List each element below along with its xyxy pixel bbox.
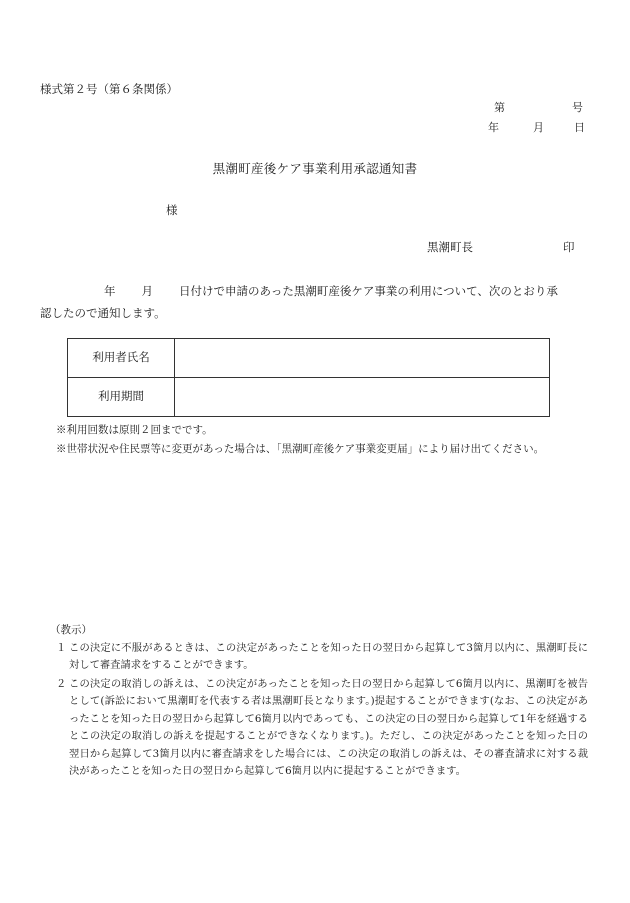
instruction-item-text: この決定の取消しの訴えは、この決定があったことを知った日の翌日から起算して6箇月以内に、黒潮町を被告として(訴訟において黒潮町を代表する者は黒潮町長となります。)提起することができます(なお、この決定があったことを知った日の翌日から起算して6箇月以内であっても、この決定の日の翌日から起算して1年を経過するとこの決定の取消しの訴えを提起することができなくなります。)。ただし、この決定があったことを知った日の翌日から起算して3箇月以内に審査請求をした場合には、この決定の取消しの訴えは、その審査請求に対する裁決があったことを知った日の翌日から起算して6箇月以内に提起することができます。: [69, 678, 588, 778]
body-line1-rest: 日付けで申請のあった黒潮町産後ケア事業の利用について、次のとおり承: [179, 284, 558, 298]
date-day: 日: [574, 121, 585, 134]
approval-details-table: [67, 338, 550, 417]
form-identifier: 様式第２号（第６条関係）: [40, 82, 178, 96]
doc-number-suffix: 号: [572, 101, 583, 114]
notice-body: [40, 280, 586, 324]
table-label-period: 利用期間: [68, 378, 175, 417]
instruction-item-2: [56, 676, 588, 780]
table-row: [68, 339, 550, 378]
addressee-suffix: 様: [166, 203, 178, 217]
table-label-user-name: 利用者氏名: [68, 339, 175, 378]
body-year: 年: [104, 284, 116, 298]
seal-mark: 印: [563, 240, 575, 254]
notice-body-line2: 認したので通知します。: [40, 306, 166, 320]
note-change-report: ※世帯状況や住民票等に変更があった場合は、「黒潮町産後ケア事業変更届」により届け出てください。: [56, 443, 545, 455]
table-value-period: [175, 378, 550, 417]
issuer-name: 黒潮町長: [427, 240, 473, 254]
body-month: 月: [141, 284, 153, 298]
document-title: 黒潮町産後ケア事業利用承認通知書: [212, 161, 418, 176]
instruction-item-text: この決定に不服があるときは、この決定があったことを知った日の翌日から起算して3箇月以内に、黒潮町長に対して審査請求をすることができます。: [69, 642, 588, 672]
table-value-user-name: [175, 339, 550, 378]
table-row: [68, 378, 550, 417]
notice-body-line1: [40, 280, 586, 302]
instruction-item-1: [56, 640, 588, 675]
instruction-item-number: ２: [56, 678, 67, 690]
date-month: 月: [533, 121, 544, 134]
instruction-item-number: １: [56, 642, 67, 654]
note-usage-limit: ※利用回数は原則２回までです。: [56, 424, 213, 436]
instruction-heading: （教示）: [50, 624, 92, 636]
date-year: 年: [488, 121, 499, 134]
doc-number-prefix: 第: [494, 101, 505, 114]
